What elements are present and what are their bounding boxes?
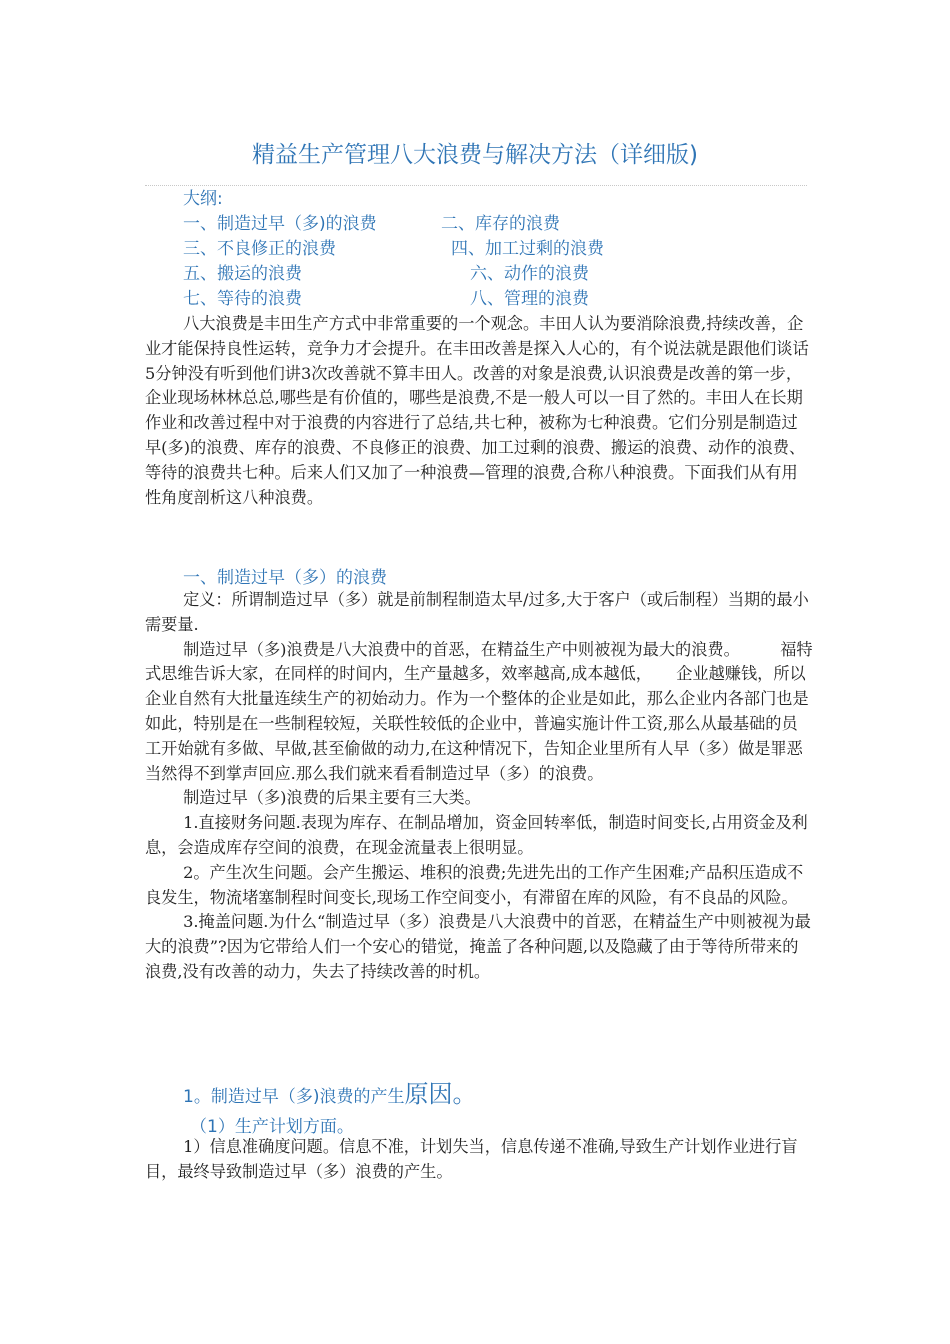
intro-paragraph: 八大浪费是丰田生产方式中非常重要的一个观念。丰田人认为要消除浪费,持续改善，企业才能保持良性运转，竞争力才会提升。在丰田改善是探入人心的，有个说法就是跟他们谈话5分钟没有听到他们讲3次改善就不算丰田人。改善的对象是浪费,认识浪费是改善的第一步，企业现场林林总总,哪些是有价值的，哪些是浪费,不是一般人可以一目了然的。丰田人在长期作业和改善过程中对于浪费的内容进行了总结,共七种，被称为七种浪费。它们分别是制造过早(多)的浪费、库存的浪费、不良修正的浪费、加工过剩的浪费、搬运的浪费、动作的浪费、等待的浪费共七种。后来人们又加了一种浪费—管理的浪费,合称八种浪费。下面我们从有用性角度剖析这八种浪费。 bbox=[145, 314, 809, 507]
outline-item: 一、制造过早（多)的浪费 bbox=[183, 214, 377, 234]
section1-paragraph: 1.直接财务问题.表现为库存、在制品增加，资金回转率低，制造时间变长,占用资金及利息，会造成库存空间的浪费，在现金流量表上很明显。 bbox=[145, 813, 808, 857]
outline-item: 五、搬运的浪费 bbox=[183, 264, 302, 284]
section1-paragraph: 3.掩盖问题.为什么“制造过早（多）浪费是八大浪费中的首恶，在精益生产中则被视为最大的浪费”?因为它带给人们一个安心的错觉，掩盖了各种问题,以及隐藏了由于等待所带来的浪费,没有改善的动力，失去了持续改善的时机。 bbox=[145, 912, 811, 981]
outline-item: 八、管理的浪费 bbox=[470, 289, 589, 309]
outline-item: 六、动作的浪费 bbox=[470, 264, 589, 284]
outline-item: 二、库存的浪费 bbox=[441, 214, 560, 234]
sub-heading: （1）生产计划方面。 bbox=[190, 1117, 354, 1137]
section1-body bbox=[145, 588, 813, 985]
outline-row bbox=[183, 262, 803, 287]
cause-heading-emphasis: 原因。 bbox=[404, 1080, 477, 1108]
outline-row bbox=[183, 287, 803, 312]
section1-paragraph: 定义：所谓制造过早（多）就是前制程制造太早/过多,大于客户（或后制程）当期的最小需要量. bbox=[145, 590, 809, 634]
section1-paragraph: 制造过早（多)浪费的后果主要有三大类。 bbox=[183, 788, 481, 808]
outline-block bbox=[183, 187, 803, 312]
section1-paragraph: 制造过早（多)浪费是八大浪费中的首恶，在精益生产中则被视为最大的浪费。 福特式思维告诉大家，在同样的时间内，生产量越多，效率越高,成本越低， 企业越赚钱，所以企业自然有大批量连续生产的初始动力。作为一个整体的企业是如此，那么企业内各部门也是如此，特别是在一些制程较短，关联性较低的企业中，普遍实施计件工资,那么从最基础的员工开始就有多做、早做,甚至偷做的动力,在这种情况下，告知企业里所有人早（多）做是罪恶当然得不到掌声回应.那么我们就来看看制造过早（多）的浪费。 bbox=[145, 639, 813, 783]
section1-paragraph: 2。产生次生问题。会产生搬运、堆积的浪费;先进先出的工作产生困难;产品积压造成不良发生，物流堵塞制程时间变长,现场工作空间变小，有滞留在库的风险，有不良品的风险。 bbox=[145, 862, 804, 907]
intro-block bbox=[145, 312, 813, 510]
cause-heading-text: 1。制造过早（多)浪费的产生 bbox=[183, 1087, 405, 1107]
outline-item: 三、不良修正的浪费 bbox=[183, 239, 336, 259]
outline-row bbox=[183, 212, 803, 237]
cause-heading bbox=[183, 1074, 476, 1109]
sub-paragraph: 1）信息准确度问题。信息不准，计划失当，信息传递不准确,导致生产计划作业进行盲目，最终导致制造过早（多）浪费的产生。 bbox=[145, 1137, 798, 1181]
outline-label-row bbox=[183, 187, 803, 212]
sub-body bbox=[145, 1135, 813, 1185]
outline-item: 七、等待的浪费 bbox=[183, 289, 302, 309]
title-divider bbox=[145, 185, 807, 186]
document-title: 精益生产管理八大浪费与解决方法（详细版) bbox=[252, 142, 698, 168]
outline-row bbox=[183, 237, 803, 262]
section1-heading: 一、制造过早（多）的浪费 bbox=[183, 568, 387, 588]
outline-item: 四、加工过剩的浪费 bbox=[451, 239, 604, 259]
outline-label: 大纲: bbox=[183, 189, 223, 209]
